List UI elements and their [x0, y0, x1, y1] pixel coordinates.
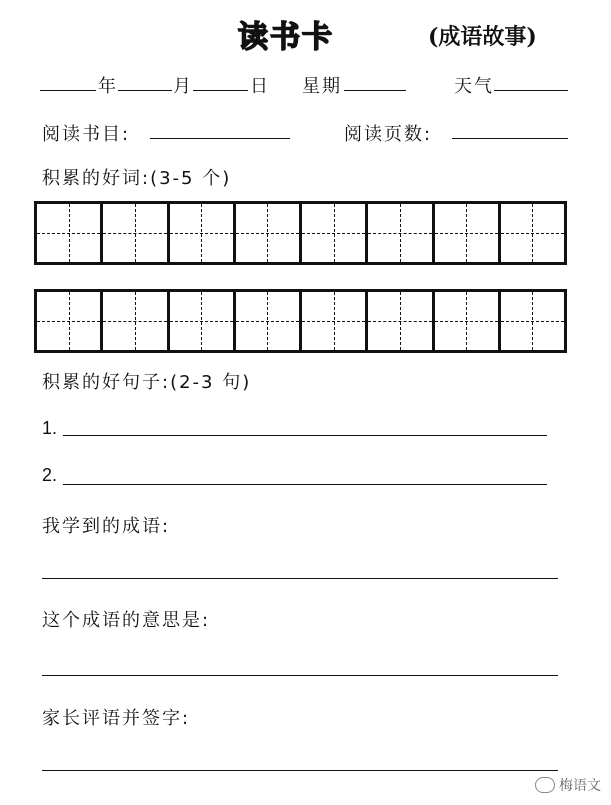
weather-label: 天气	[454, 76, 494, 97]
word-grid-row-2[interactable]	[34, 289, 567, 353]
pages-read-blank[interactable]	[452, 138, 568, 139]
grid-cell[interactable]	[37, 292, 100, 350]
grid-cell[interactable]	[167, 204, 233, 262]
grid-cell[interactable]	[498, 292, 564, 350]
pages-read-label: 阅读页数:	[344, 124, 433, 145]
parent-comment-blank[interactable]	[42, 770, 558, 771]
grid-cell[interactable]	[37, 204, 100, 262]
sentence-2-blank[interactable]	[63, 484, 547, 485]
month-blank[interactable]	[118, 90, 172, 91]
idiom-blank[interactable]	[42, 578, 558, 579]
book-title-label: 阅读书目:	[42, 124, 131, 145]
grid-cell[interactable]	[365, 292, 431, 350]
sentence-number-2: 2.	[42, 465, 58, 485]
parent-comment-label: 家长评语并签字:	[42, 708, 191, 729]
idiom-learned-label: 我学到的成语:	[42, 516, 171, 537]
good-words-label: 积累的好词:(3-5 个)	[42, 168, 232, 189]
day-blank[interactable]	[193, 90, 248, 91]
grid-cell[interactable]	[167, 292, 233, 350]
wechat-icon	[535, 777, 555, 793]
year-blank[interactable]	[40, 90, 96, 91]
sentence-1-blank[interactable]	[63, 435, 547, 436]
grid-cell[interactable]	[299, 204, 365, 262]
year-label: 年	[98, 76, 118, 97]
grid-cell[interactable]	[299, 292, 365, 350]
sentence-number-1: 1.	[42, 418, 58, 438]
weather-blank[interactable]	[494, 90, 568, 91]
card-title: 读书卡	[238, 20, 334, 55]
grid-cell[interactable]	[365, 204, 431, 262]
grid-cell[interactable]	[100, 292, 166, 350]
watermark	[535, 775, 601, 795]
grid-cell[interactable]	[498, 204, 564, 262]
meaning-blank[interactable]	[42, 675, 558, 676]
card-subtitle: (成语故事)	[428, 24, 537, 50]
watermark-text: 梅语文	[559, 778, 601, 794]
book-title-blank[interactable]	[150, 138, 290, 139]
grid-cell[interactable]	[233, 204, 299, 262]
day-label: 日	[250, 76, 270, 97]
grid-cell[interactable]	[432, 292, 498, 350]
good-sentences-label: 积累的好句子:(2-3 句)	[42, 372, 252, 393]
word-grid-row-1[interactable]	[34, 201, 567, 265]
grid-cell[interactable]	[233, 292, 299, 350]
weekday-blank[interactable]	[344, 90, 406, 91]
idiom-meaning-label: 这个成语的意思是:	[42, 610, 211, 631]
month-label: 月	[173, 76, 193, 97]
grid-cell[interactable]	[432, 204, 498, 262]
grid-cell[interactable]	[100, 204, 166, 262]
weekday-label: 星期	[302, 76, 342, 97]
